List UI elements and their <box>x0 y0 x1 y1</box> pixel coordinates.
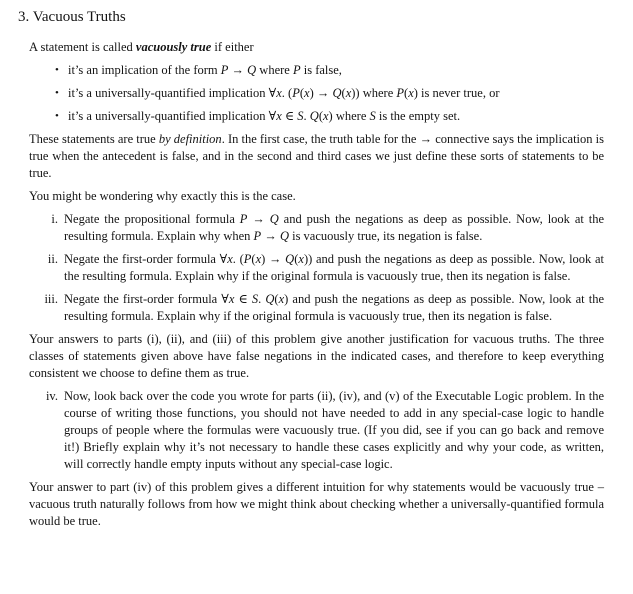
list-item-text: Negate the first-order formula ∀x. (P(x) → Q(x)) and push the negations as deep as possible. Now, look at the resulting formula. Explain why if the original formula is vacuously true, then its negation is false. <box>64 252 605 283</box>
bullet-icon: • <box>55 110 59 122</box>
list-item-text: Now, look back over the code you wrote for parts (ii), (iv), and (v) of the Executable Logic problem. In the course of writing those functions, you should not have needed to add in any special-case logic to handle groups of people where the formulas were vacuously true. (If you did, see if you can go back and remove it!) Briefly explain why it’s not necessary to handle these cases explicitly and why your code, as written, will correctly handle empty inputs without any special-case logic. <box>64 389 604 471</box>
bullet-item <box>29 108 604 125</box>
roman-list-second <box>29 388 604 473</box>
bullet-icon: • <box>55 87 59 99</box>
roman-list-first <box>29 211 604 325</box>
bullet-list <box>29 62 604 125</box>
final-paragraph: Your answer to part (iv) of this problem gives a different intuition for why statements would be vacuously true – vacuous truth naturally follows from how we might think about checking whether a universally-quantified formula would be true. <box>29 480 604 528</box>
definition-paragraph: These statements are true by definition. In the first case, the truth table for the → connective says the implication is true when the antecedent is false, and in the second and third cases we just define these sorts of statements to be true. <box>29 132 604 180</box>
intro-paragraph: A statement is called vacuously true if either <box>29 40 254 54</box>
list-item-label: iii. <box>44 292 58 306</box>
wondering-paragraph: You might be wondering why exactly this is the case. <box>29 189 296 203</box>
list-item-text: Negate the propositional formula P → Q and push the negations as deep as possible. Now, look at the resulting formula. Explain why when P → Q is vacuously true, its negation is false. <box>64 212 605 243</box>
section-content <box>29 39 604 530</box>
list-item-i <box>29 211 604 245</box>
bullet-item-text: it’s an implication of the form P → Q where P is false, <box>68 63 342 77</box>
bullet-item <box>29 62 604 79</box>
list-item-label: i. <box>51 212 58 226</box>
bullet-item-text: it’s a universally-quantified implication ∀x. (P(x) → Q(x)) where P(x) is never true, or <box>68 86 500 100</box>
bullet-item-text: it’s a universally-quantified implication ∀x ∈ S. Q(x) where S is the empty set. <box>68 109 461 123</box>
list-item-iv <box>29 388 604 473</box>
section-title: 3. Vacuous Truths <box>18 9 126 25</box>
list-item-label: ii. <box>47 252 58 266</box>
bullet-icon: • <box>55 64 59 76</box>
list-item-ii <box>29 251 604 285</box>
bullet-item <box>29 85 604 102</box>
answers-paragraph: Your answers to parts (i), (ii), and (iii) of this problem give another justification for vacuous truths. The three classes of statements given above have false negations in the indicated cases, and therefore to keep everything consistent we choose to define them as true. <box>29 332 604 380</box>
list-item-label: iv. <box>45 389 58 403</box>
list-item-iii <box>29 291 604 325</box>
list-item-text: Negate the first-order formula ∀x ∈ S. Q(x) and push the negations as deep as possible. Now, look at the resulting formula. Explain why if the original formula is vacuously true, then its negation is false. <box>64 292 605 323</box>
